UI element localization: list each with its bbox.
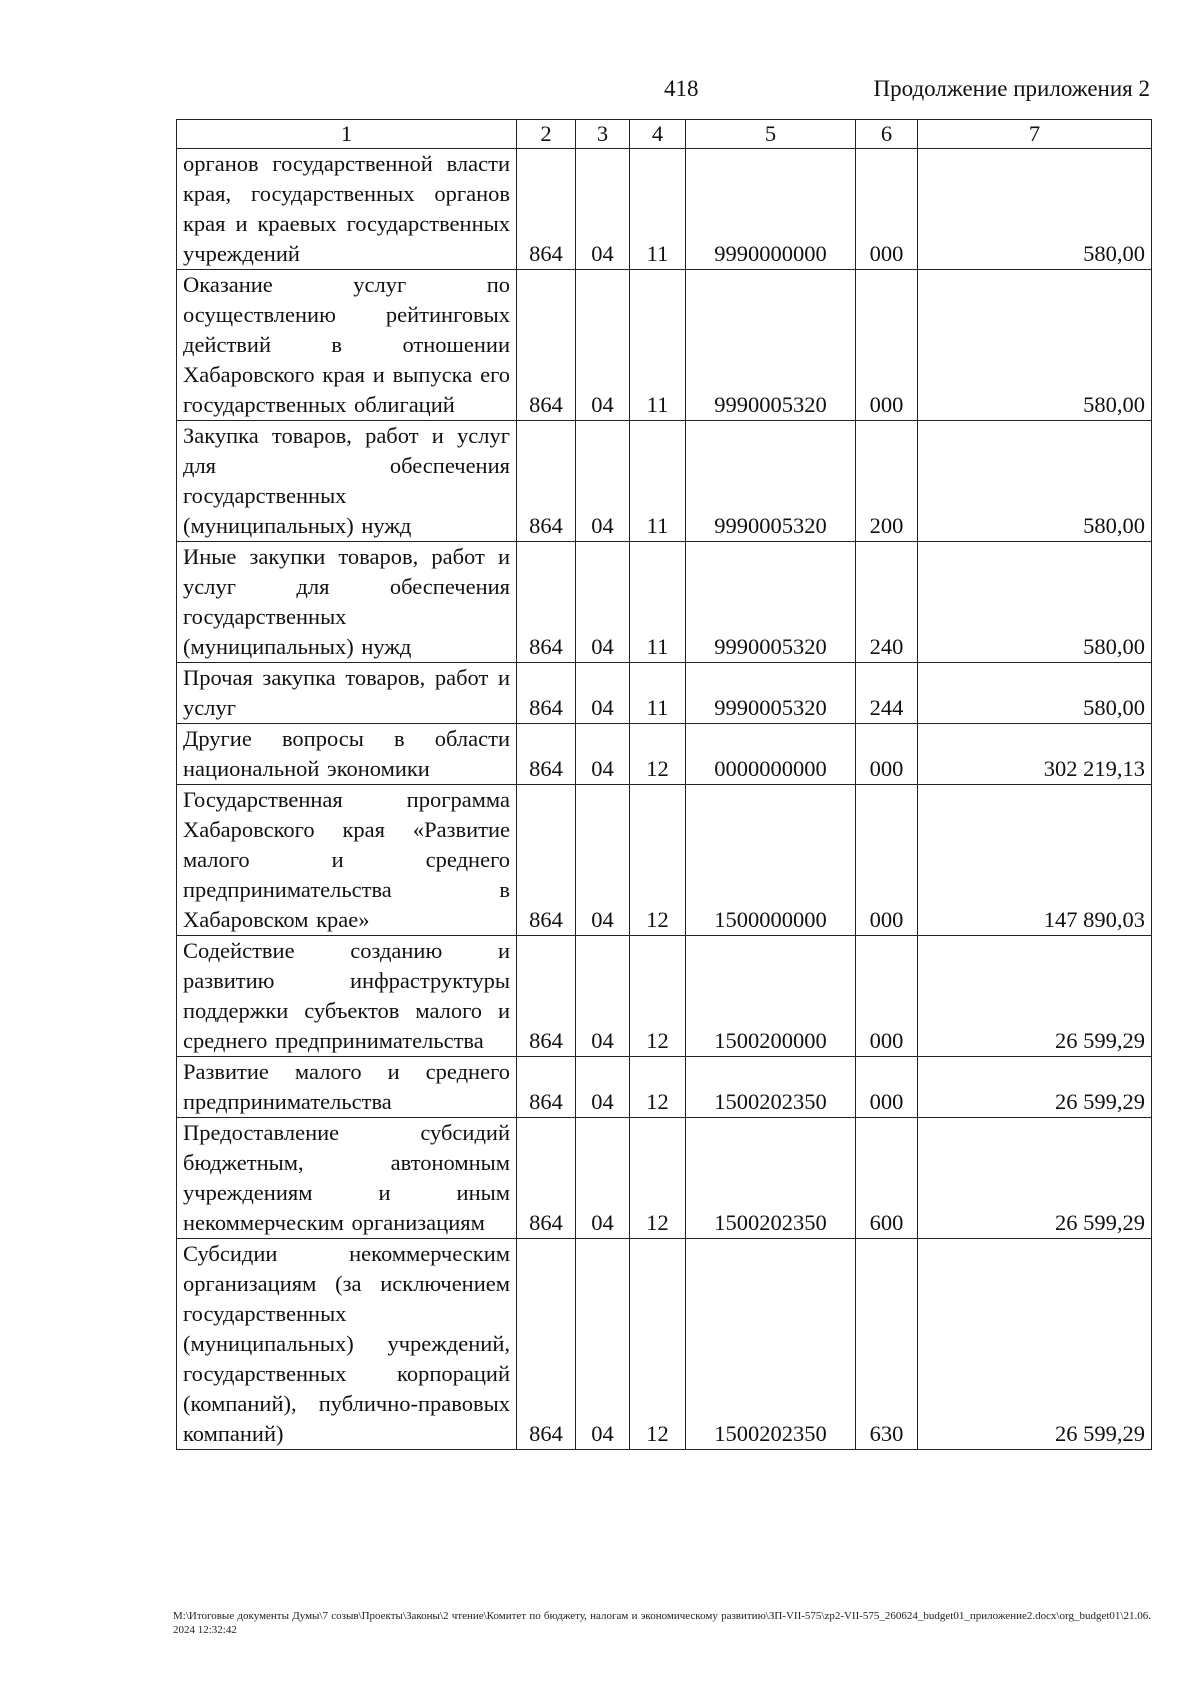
table-row: [177, 785, 1152, 936]
row-cell: 9990005320: [686, 270, 856, 421]
row-cell: 04: [576, 724, 630, 785]
row-cell: 864: [517, 663, 576, 724]
row-cell: 000: [856, 936, 918, 1057]
row-cell: 11: [630, 542, 686, 663]
row-cell: 04: [576, 1057, 630, 1118]
row-cell: 04: [576, 936, 630, 1057]
row-amount: 26 599,29: [918, 936, 1152, 1057]
table-header-row: [177, 120, 1152, 149]
row-cell: 12: [630, 1239, 686, 1450]
row-cell: 04: [576, 663, 630, 724]
row-amount: 26 599,29: [918, 1239, 1152, 1450]
row-amount: 26 599,29: [918, 1057, 1152, 1118]
row-cell: 864: [517, 936, 576, 1057]
row-cell: 11: [630, 663, 686, 724]
row-cell: 0000000000: [686, 724, 856, 785]
row-name: Оказание услуг по осуществлению рейтинговых действий в отношении Хабаровского края и выпуска его государственных облигаций: [177, 270, 517, 421]
row-name: Прочая закупка товаров, работ и услуг: [177, 663, 517, 724]
row-cell: 04: [576, 1118, 630, 1239]
row-cell: 000: [856, 785, 918, 936]
row-amount: 26 599,29: [918, 1118, 1152, 1239]
row-cell: 1500202350: [686, 1057, 856, 1118]
column-header: 1: [177, 120, 517, 149]
row-cell: 12: [630, 1118, 686, 1239]
row-cell: 864: [517, 149, 576, 270]
appendix-caption: Продолжение приложения 2: [873, 76, 1150, 101]
row-cell: 1500202350: [686, 1239, 856, 1450]
row-cell: 630: [856, 1239, 918, 1450]
row-cell: 04: [576, 149, 630, 270]
row-cell: 864: [517, 785, 576, 936]
row-cell: 9990005320: [686, 542, 856, 663]
row-amount: 580,00: [918, 542, 1152, 663]
table-row: [177, 149, 1152, 270]
row-cell: 9990005320: [686, 663, 856, 724]
row-cell: 04: [576, 785, 630, 936]
row-cell: 04: [576, 542, 630, 663]
row-cell: 1500202350: [686, 1118, 856, 1239]
row-cell: 244: [856, 663, 918, 724]
document-path-footer: М:\Итоговые документы Думы\7 созыв\Проекты\Законы\2 чтение\Комитет по бюджету, налогам и экономическому развитию\ЗП-VII-575\zp2-VII-575_260624_budget01_приложение2.docx\org_budget01\21.06.2024 12:32:42: [173, 1610, 1151, 1636]
row-cell: 864: [517, 1057, 576, 1118]
row-cell: 12: [630, 785, 686, 936]
row-cell: 9990000000: [686, 149, 856, 270]
column-header: 5: [686, 120, 856, 149]
column-header: 4: [630, 120, 686, 149]
table-row: [177, 270, 1152, 421]
table-row: [177, 724, 1152, 785]
row-name: Субсидии некоммерческим организациям (за исключением государственных (муниципальных) учреждений, государственных корпораций (компаний), публично-правовых компаний): [177, 1239, 517, 1450]
row-cell: 864: [517, 724, 576, 785]
budget-table: [176, 119, 1152, 1450]
row-amount: 580,00: [918, 663, 1152, 724]
row-cell: 1500000000: [686, 785, 856, 936]
row-cell: 864: [517, 421, 576, 542]
row-cell: 600: [856, 1118, 918, 1239]
row-cell: 000: [856, 1057, 918, 1118]
row-cell: 04: [576, 1239, 630, 1450]
row-cell: 864: [517, 270, 576, 421]
row-cell: 000: [856, 149, 918, 270]
table-row: [177, 1057, 1152, 1118]
table-row: [177, 936, 1152, 1057]
row-name: Предоставление субсидий бюджетным, автономным учреждениям и иным некоммерческим организациям: [177, 1118, 517, 1239]
row-name: Государственная программа Хабаровского края «Развитие малого и среднего предпринимательства в Хабаровском крае»: [177, 785, 517, 936]
row-cell: 11: [630, 149, 686, 270]
row-cell: 200: [856, 421, 918, 542]
table-row: [177, 1118, 1152, 1239]
row-amount: 580,00: [918, 270, 1152, 421]
row-cell: 11: [630, 270, 686, 421]
table-row: [177, 1239, 1152, 1450]
row-cell: 000: [856, 724, 918, 785]
column-header: 3: [576, 120, 630, 149]
page-number: 418: [664, 76, 699, 101]
row-cell: 864: [517, 542, 576, 663]
table-row: [177, 542, 1152, 663]
row-cell: 240: [856, 542, 918, 663]
table-row: [177, 421, 1152, 542]
row-name: Иные закупки товаров, работ и услуг для обеспечения государственных (муниципальных) нужд: [177, 542, 517, 663]
column-header: 2: [517, 120, 576, 149]
row-cell: 12: [630, 936, 686, 1057]
row-name: Развитие малого и среднего предпринимательства: [177, 1057, 517, 1118]
row-name: Закупка товаров, работ и услуг для обеспечения государственных (муниципальных) нужд: [177, 421, 517, 542]
row-cell: 12: [630, 724, 686, 785]
column-header: 6: [856, 120, 918, 149]
row-amount: 580,00: [918, 149, 1152, 270]
row-cell: 864: [517, 1118, 576, 1239]
row-amount: 147 890,03: [918, 785, 1152, 936]
row-cell: 12: [630, 1057, 686, 1118]
row-cell: 9990005320: [686, 421, 856, 542]
row-cell: 864: [517, 1239, 576, 1450]
row-cell: 000: [856, 270, 918, 421]
row-name: Другие вопросы в области национальной экономики: [177, 724, 517, 785]
row-name: Содействие созданию и развитию инфраструктуры поддержки субъектов малого и среднего предпринимательства: [177, 936, 517, 1057]
row-cell: 04: [576, 421, 630, 542]
row-cell: 11: [630, 421, 686, 542]
row-cell: 04: [576, 270, 630, 421]
row-cell: 1500200000: [686, 936, 856, 1057]
row-name: органов государственной власти края, государственных органов края и краевых государственных учреждений: [177, 149, 517, 270]
column-header: 7: [918, 120, 1152, 149]
row-amount: 580,00: [918, 421, 1152, 542]
row-amount: 302 219,13: [918, 724, 1152, 785]
table-row: [177, 663, 1152, 724]
